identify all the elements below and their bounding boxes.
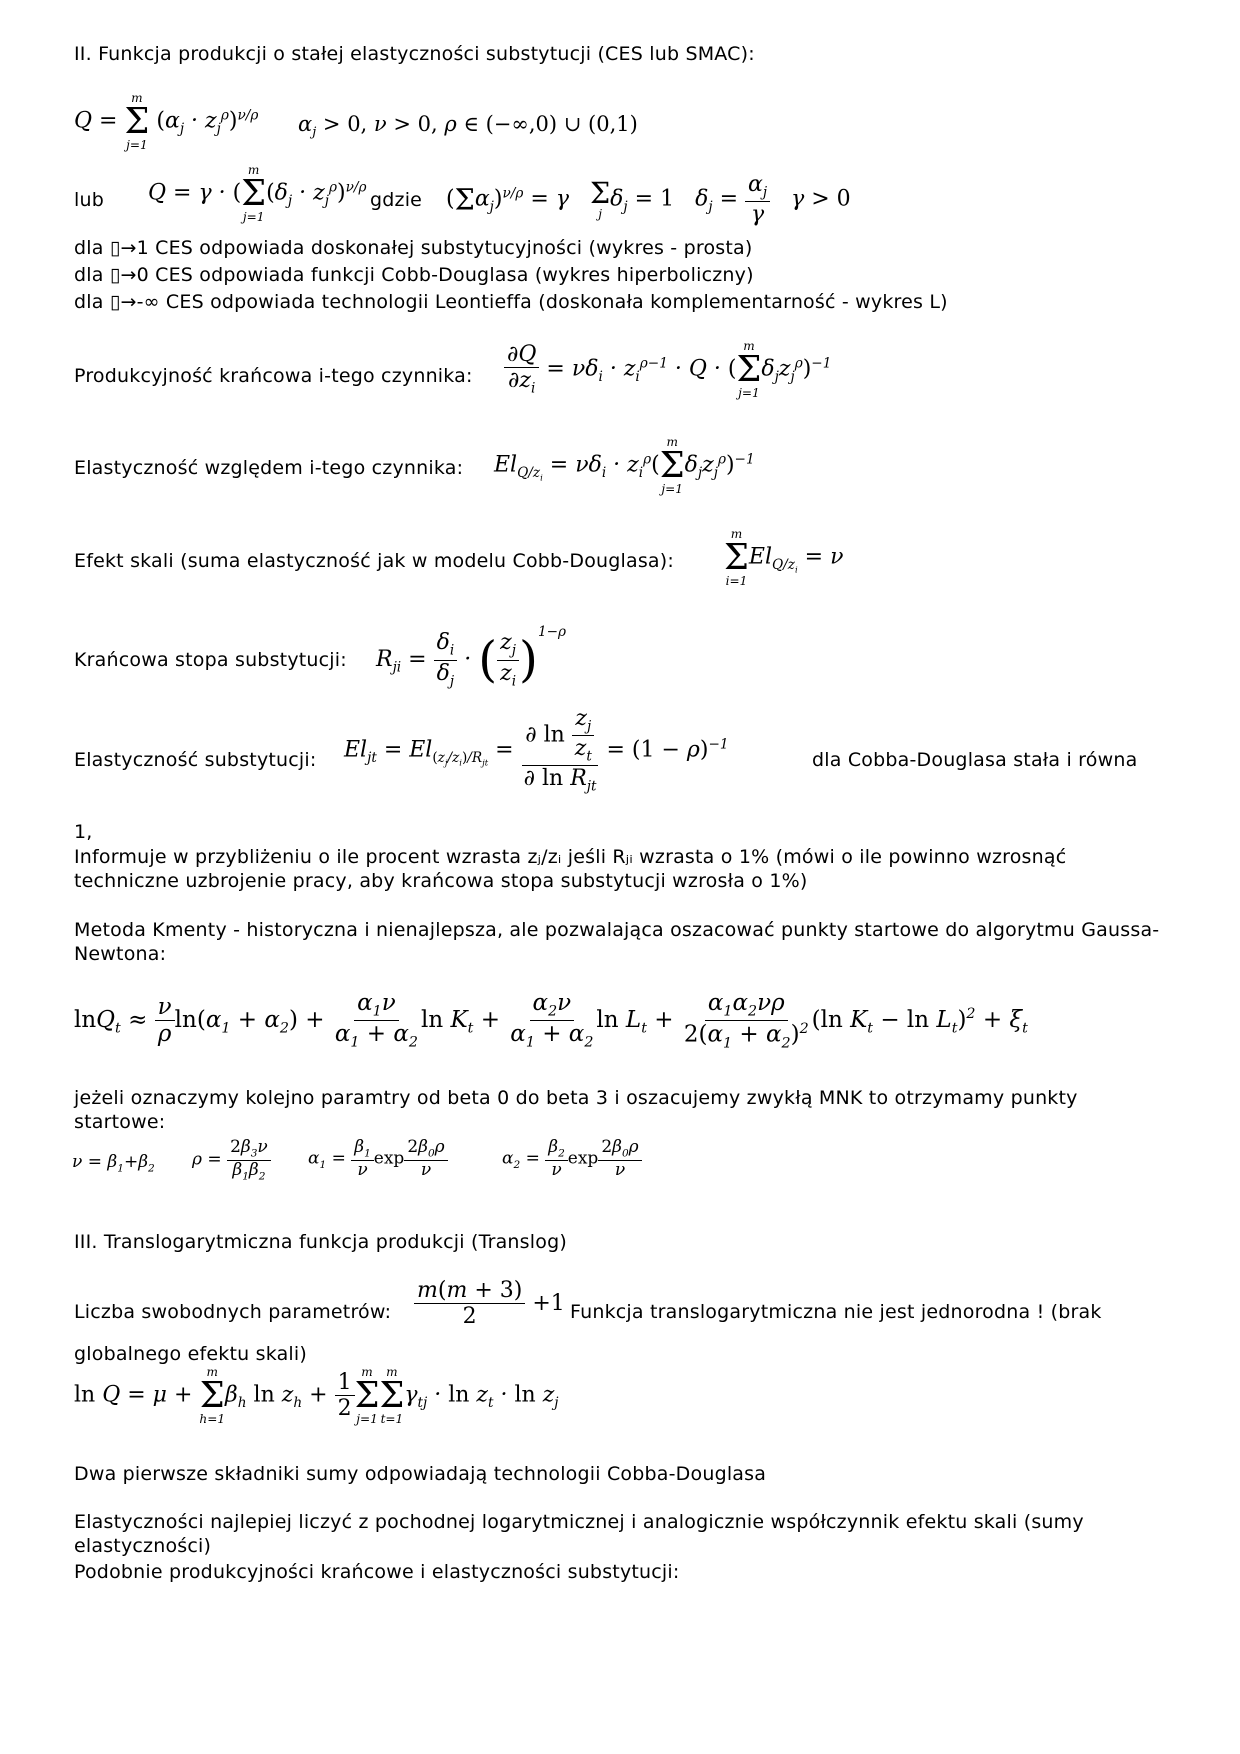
line-global-scale: globalnego efektu skali) bbox=[74, 1343, 307, 1365]
note-cobb-douglas: dla Cobba-Douglasa stała i równa bbox=[812, 749, 1138, 771]
line-cobb-douglas-components: Dwa pierwsze składniki sumy odpowiadają technologii Cobba-Douglasa bbox=[74, 1463, 767, 1485]
section-heading-ces: II. Funkcja produkcji o stałej elastyczności substytucji (CES lub SMAC): bbox=[74, 43, 755, 65]
formula-scale-effect: m Σ i=1 $El_{Q/z_i} = \nu$ bbox=[724, 527, 844, 589]
paragraph-interpretation: Informuje w przybliżeniu o ile procent wzrasta zⱼ/zᵢ jeśli Rⱼᵢ wzrasta o 1% (mówi o ile powinno wzrosnąć techniczne uzbrojenie pracy, aby krańcowa stopa substytucji wzrosła o 1%) bbox=[74, 846, 1067, 892]
word-lub: lub bbox=[74, 189, 104, 211]
label-mrs: Krańcowa stopa substytucji: bbox=[74, 649, 347, 671]
formula-free-params: $\frac{m(m + 3)}{2}$ +1 bbox=[414, 1278, 565, 1330]
label-elasticity-substitution: Elastyczność substytucji: bbox=[74, 749, 317, 771]
section-heading-translog: III. Translogarytmiczna funkcja produkcji (Translog) bbox=[74, 1231, 567, 1253]
paragraph-log-derivative: Elastyczności najlepiej liczyć z pochodnej logarytmicznej i analogicznie współczynnik efektu skali (sumy elastyczności) bbox=[74, 1511, 1084, 1557]
word-gdzie: gdzie bbox=[370, 189, 423, 211]
formula-kmenta: lnQ$_t$ ≈ $\frac{\nu}{\rho}$ $\ln(\alpha_1 + \alpha_2)$ + $\frac{\alpha_1\nu}{\alpha_1 + \alpha_2}$ $\ln K_t$ + $\frac{\alpha_2\nu}{\alpha_1 + \alpha_2}$ $\ln L_t$ + $\frac{\alpha_1\alpha_2\nu\rho}{2(\alpha_1 + \alpha_2)^2}$ (ln $K_t - \ln L_t)^2 + \xi_t$ bbox=[74, 990, 1028, 1052]
formula-ces-conditions: $\alpha_j > 0$, ν > 0, ρ ∈ (−∞,0) ∪ (0,1) bbox=[298, 112, 638, 141]
formula-ces-alt: Q = γ · ( m Σ j=1 $(\delta_j \cdot z_j^\rho)^{\nu/\rho}$ bbox=[148, 163, 367, 225]
formula-elasticity-substitution: $El_{jt} = El_{(z_j/z_i)/R_{jt}}$ = ∂ ln $\frac{z_j}{z_t}$ ∂ $\ln R_{jt}$ = $(1 - \rho)^{-1}$ bbox=[344, 706, 729, 795]
line-similarly: Podobnie produkcyjności krańcowe i elastyczności substytucji: bbox=[74, 1561, 680, 1583]
label-scale-effect: Efekt skali (suma elastyczność jak w modelu Cobb-Douglasa): bbox=[74, 550, 674, 572]
line-rho-0: dla ▯→0 CES odpowiada funkcji Cobb-Douglasa (wykres hiperboliczny) bbox=[74, 264, 754, 286]
formula-translog: ln Q = μ + m Σ h=1 $\beta_h$ $\ln z_h$ + $\frac{1}{2}$ m Σ j=1 m Σ t=1 $\gamma_{tj} \cdot \ln z_t \cdot \ln z_j$ bbox=[74, 1365, 559, 1427]
formula-start-alpha1: $\alpha_1$ = $\frac{\beta_1}{\nu}$ exp $\frac{2\beta_0\rho}{\nu}$ bbox=[308, 1138, 448, 1180]
formula-elasticity: $El_{Q/z_i} = \nu\delta_i \cdot z_i^\rho$( m Σ j=1 $\delta_jz_j^\rho)^{-1}$ bbox=[494, 435, 755, 497]
formula-ces: Q = m Σ j=1 $(\alpha_j \cdot z_j^\rho)^{\nu/\rho}$ bbox=[74, 91, 259, 153]
line-rho-1: dla ▯→1 CES odpowiada doskonałej substytucyjności (wykres - prosta) bbox=[74, 237, 753, 259]
formula-start-alpha2: $\alpha_2$ = $\frac{\beta_2}{\nu}$ exp $\frac{2\beta_0\rho}{\nu}$ bbox=[502, 1138, 642, 1180]
label-free-params: Liczba swobodnych parametrów: bbox=[74, 1301, 392, 1323]
formula-start-nu: $\nu = \beta_1+\beta_2$ bbox=[72, 1152, 155, 1175]
formula-ces-params: $(\Sigma\alpha_j)^{\nu/\rho} = \gamma$ Σ j $\delta_j = 1$ $\delta_j$ = $\frac{\alpha_j}{\gamma}$ γ > 0 bbox=[446, 172, 851, 228]
label-elasticity: Elastyczność względem i-tego czynnika: bbox=[74, 457, 464, 479]
paragraph-starting-points: jeżeli oznaczymy kolejno paramtry od beta 0 do beta 3 i oszacujemy zwykłą MNK to otrzymamy punkty startowe: bbox=[74, 1087, 1078, 1133]
formula-mrs: $R_{ji}$ = $\frac{\delta_i}{\delta_j}$ · ( $\frac{z_j}{z_i}$ )$^{1-\rho}$ bbox=[376, 624, 567, 689]
formula-start-rho: ρ = $\frac{2\beta_3\nu}{\beta_1\beta_2}$ bbox=[192, 1138, 271, 1182]
formula-marginal-productivity: $\frac{\partial Q}{\partial z_i}$ = $\nu\delta_i \cdot z_i^{\rho-1} \cdot Q$ · ( m Σ j=1 $\delta_jz_j^\rho)^{-1}$ bbox=[504, 340, 831, 399]
line-rho-minus-inf: dla ▯→-∞ CES odpowiada technologii Leontieffa (doskonała komplementarność - wykres L) bbox=[74, 291, 948, 313]
label-marginal-productivity: Produkcyjność krańcowa i-tego czynnika: bbox=[74, 365, 473, 387]
note-not-homogeneous: Funkcja translogarytmiczna nie jest jednorodna ! (brak bbox=[570, 1301, 1102, 1323]
line-value-one: 1, bbox=[74, 821, 93, 843]
paragraph-kmenta: Metoda Kmenty - historyczna i nienajlepsza, ale pozwalająca oszacować punkty startowe do algorytmu Gaussa-Newtona: bbox=[74, 919, 1160, 965]
